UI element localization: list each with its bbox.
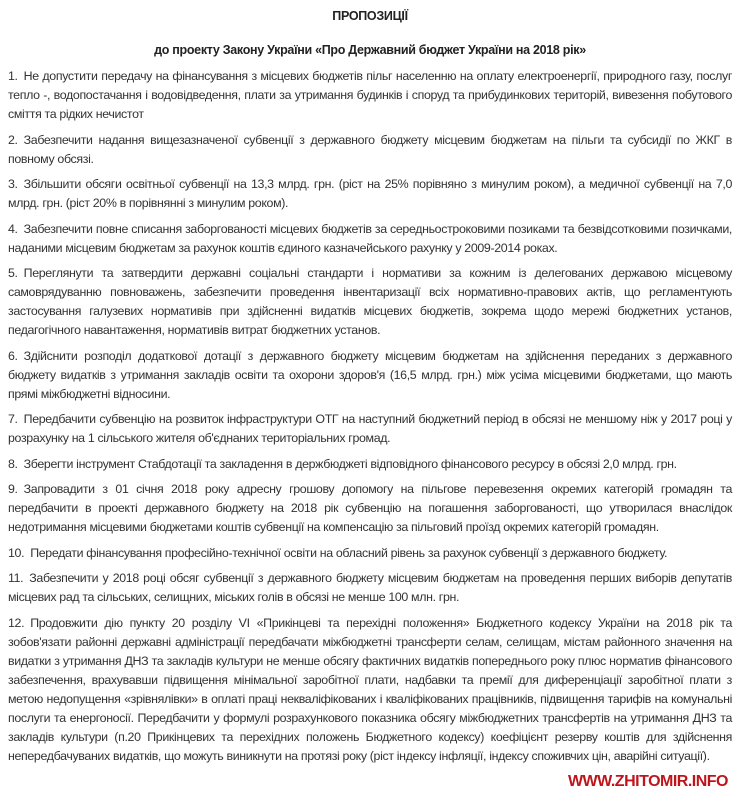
item-text: Переглянути та затвердити державні соціальні стандарти і нормативи за кожним із делегованих державою місцевому самоврядуванню повноважень, забезпечити проведення інвентаризації всіх нормативно-правових актів, що регламентують застосування галузевих нормативів при здійсненні видатків місцевих бюджетів, зокрема щодо мережі бюджетних установ, педагогічного навантаження, нормативів витрат бюджетних установ. [8,266,732,337]
proposal-item [8,455,732,474]
proposal-item [8,569,732,607]
item-text: Збільшити обсяги освітньої субвенції на 13,3 млрд. грн. (ріст на 25% порівняно з минулим роком), а медичної субвенції на 7,0 млрд. грн. (ріст 20% в порівнянні з минулим роком). [8,177,732,210]
item-number: 1. [8,69,18,83]
proposal-item [8,614,732,766]
proposal-item [8,264,732,340]
item-text: Забезпечити надання вищезазначеної субвенції з державного бюджету місцевим бюджетам на пільги та субсидії по ЖКГ в повному обсязі. [8,132,732,166]
proposal-item [8,480,732,537]
item-number: 10. [8,545,25,560]
item-text: Передати фінансування професійно-технічної освіти на обласний рівень за рахунок субвенції з державного бюджету. [30,545,668,560]
item-number: 12. [8,615,25,630]
item-text: Запровадити з 01 січня 2018 року адресну грошову допомогу на пільгове перевезення окремих категорій громадян та передбачити в проекті державного бюджету на 2018 рік субвенцію на погашення заборгованості, що утворилася внаслідок недотримання місцевими бюджетами коштів субвенції на компенсацію за пільговий проїзд окремих категорій громадян. [8,482,732,534]
item-number: 2. [8,132,18,147]
item-number: 11. [8,571,24,585]
item-text: Забезпечити повне списання заборгованості місцевих бюджетів за середньостроковими позиками та безвідсотковими позичками, наданими місцевим бюджетам за рахунок коштів єдиного казначейського рахунку у 2009-2014 роках. [8,221,732,255]
item-text: Зберегти інструмент Стабдотації та закладення в держбюджеті відповідного фінансового ресурсу в обсязі 2,0 млрд. грн. [23,456,677,471]
document [8,0,732,798]
item-number: 5. [8,266,18,280]
document-subtitle: до проекту Закону України «Про Державний бюджет України на 2018 рік» [154,43,586,57]
item-text: Не допустити передачу на фінансування з місцевих бюджетів пільг населенню на оплату електроенергії, природного газу, послуг тепло -, водопостачання і водовідведення, плати за утримання будинків і споруд та прибудинкових територій, вивезення побутового сміття та рідких нечистот [8,69,732,121]
proposal-item [8,67,732,124]
proposal-item [8,220,732,258]
item-number: 8. [8,456,18,471]
item-number: 7. [8,412,18,426]
item-text: Забезпечити у 2018 році обсяг субвенції з державного бюджету місцевим бюджетам на проведення перших виборів депутатів місцевих рад та сільських, селищних, міських голів в обсязі не менше 100 млн. грн. [8,571,732,604]
proposal-item [8,410,732,448]
proposal-item [8,544,732,563]
item-text: Здійснити розподіл додаткової дотації з державного бюджету місцевим бюджетам на здійснення переданих з державного бюджету видатків з утримання закладів освіти та охорони здоров'я (16,5 млрд. грн.) між усіма місцевими бюджетами, що мають прямі міжбюджетні відносини. [8,348,732,401]
item-number: 6. [8,348,18,363]
item-number: 4. [8,221,18,236]
item-text: Передбачити субвенцію на розвиток інфраструктури ОТГ на наступний бюджетний період в обсязі не меншому ніж у 2017 році у розрахунку на 1 сільського жителя об'єднаних територіальних громад. [8,412,732,445]
watermark-logo: WWW.ZHITOMIR.INFO [567,773,728,790]
watermark-row [8,772,732,792]
proposal-item [8,131,732,169]
item-number: 9. [8,482,18,496]
proposal-item [8,347,732,404]
proposal-list [8,67,732,766]
item-text: Продовжити дію пункту 20 розділу VI «Прикінцеві та перехідні положення» Бюджетного кодексу України на 2018 рік та зобов'язати районні державні адміністрації передбачати міжбюджетні трансферти селам, селищам, містам районного значення на видатки з утримання ДНЗ та закладів культури не менше обсягу фактичних видатків попереднього року плюс норматив фінансового забезпечення, врахувавши підвищення мінімальної заробітної плати, надбавки та премії для диференціації заробітної плати з метою недопущення «зрівнялівки» в оплаті праці некваліфікованих і кваліфікованих працівників, підвищення тарифів на комунальні послуги та енергоносії. Передбачити у формулі розрахункового показника обсягу міжбюджетних трансфертів на утримання ДНЗ та закладів культури (п.20 Прикінцевих та перехідних положень Бюджетного кодексу) коефіцієнт резерву коштів для здійснення непередбачуваних видатків, що можуть виникнути на протязі року (ріст індексу інфляції, індексу споживчих цін, аварійні ситуації). [8,615,732,763]
proposal-item [8,175,732,213]
document-title: ПРОПОЗИЦІЇ [332,9,408,23]
item-number: 3. [8,177,18,191]
